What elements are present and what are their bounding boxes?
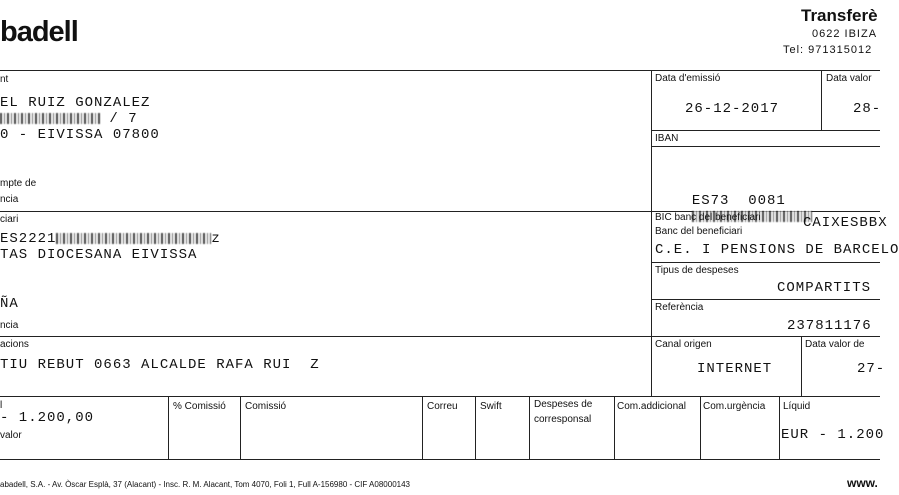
issue-date: 26-12-2017 bbox=[685, 101, 780, 117]
swift-label: Swift bbox=[480, 401, 502, 412]
bic-value: CAIXESBBX bbox=[803, 215, 888, 231]
reference-value: 237811176 bbox=[787, 318, 872, 334]
origin-channel: INTERNET bbox=[697, 361, 773, 377]
value-date: 28- bbox=[853, 101, 882, 117]
ordering-party-address: / 7 bbox=[0, 111, 138, 127]
account-label-2: ncia bbox=[0, 194, 19, 205]
beneficiary-label: ciari bbox=[0, 214, 19, 225]
charges-type-label: Tipus de despeses bbox=[655, 265, 739, 276]
commission-pct-label: % Comissió bbox=[173, 401, 226, 412]
redacted-account bbox=[56, 233, 211, 244]
issue-date-label: Data d'emissió bbox=[655, 73, 721, 84]
mail-label: Correu bbox=[427, 401, 458, 412]
ordering-party-name: EL RUIZ GONZALEZ bbox=[0, 95, 151, 111]
beneficiary-account: ES2221 z bbox=[0, 231, 221, 247]
net-amount-label: Líquid bbox=[783, 401, 811, 412]
additional-commission-label: Com.addicional bbox=[617, 401, 686, 412]
legal-footer: abadell, S.A. - Av. Òscar Esplà, 37 (Alacant) - Insc. R. M. Alacant, Tom 4070, Foli 1, Full A-156980 - CIF A08000143 bbox=[0, 480, 410, 489]
bank-logo: badell bbox=[0, 16, 78, 48]
amount-sub-label: valor bbox=[0, 430, 22, 441]
charges-type: COMPARTITS bbox=[777, 280, 872, 296]
iban-label: IBAN bbox=[655, 133, 679, 144]
amount-label: l bbox=[0, 400, 3, 411]
reference-label: Referència bbox=[655, 302, 704, 313]
office-telephone: Tel: 971315012 bbox=[783, 44, 873, 56]
ordering-party-city: 0 - EIVISSA 07800 bbox=[0, 127, 160, 143]
iban-value: ES73 0081 bbox=[673, 177, 812, 225]
origin-channel-label: Canal origen bbox=[655, 339, 712, 350]
account-label: mpte de bbox=[0, 178, 37, 189]
correspondent-charges-label: Despeses de bbox=[534, 399, 593, 410]
bic-label: BIC banc del beneficiari bbox=[655, 212, 761, 223]
office-info: 0622 IBIZA bbox=[812, 28, 878, 40]
observations-label: acions bbox=[0, 339, 29, 350]
beneficiary-sub-label: ncia bbox=[0, 320, 19, 331]
correspondent-charges-label-2: corresponsal bbox=[534, 414, 592, 425]
document-title: Transferè bbox=[801, 6, 878, 25]
amount-value: - 1.200,00 bbox=[0, 410, 95, 426]
beneficiary-country: ÑA bbox=[0, 296, 19, 312]
bank-name-label: Banc del beneficiari bbox=[655, 226, 743, 237]
value-date-2: 27- bbox=[857, 361, 886, 377]
value-date-2-label: Data valor de bbox=[805, 339, 865, 350]
commission-label: Comissió bbox=[245, 401, 287, 412]
observations-value: TIU REBUT 0663 ALCALDE RAFA RUI Z bbox=[0, 357, 320, 373]
ordering-party-label: nt bbox=[0, 74, 9, 85]
net-amount: EUR - 1.200 bbox=[781, 427, 885, 443]
value-date-label: Data valor bbox=[826, 73, 872, 84]
beneficiary-name: TAS DIOCESANA EIVISSA bbox=[0, 247, 198, 263]
redacted-address bbox=[0, 113, 100, 124]
bank-name: C.E. I PENSIONS DE BARCELO bbox=[655, 242, 899, 258]
urgency-commission-label: Com.urgència bbox=[703, 401, 766, 412]
website-link[interactable]: www. bbox=[847, 476, 878, 490]
